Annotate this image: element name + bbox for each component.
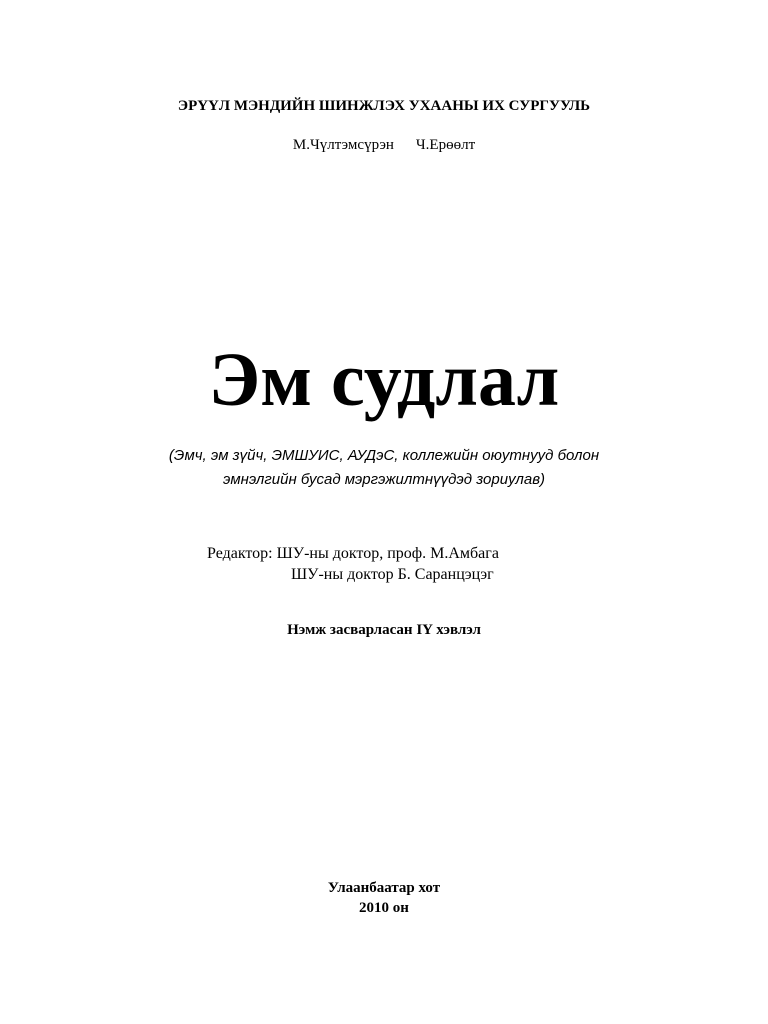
authors: [0, 137, 768, 154]
subtitle-line-1: (Эмч, эм зүйч, ЭМШУИС, АУДэС, коллежийн оюутнууд болон: [168, 447, 600, 464]
edition-note: Нэмж засварласан IY хэвлэл: [287, 622, 481, 638]
editor-line-1: Редактор: ШУ-ны доктор, проф. М.Амбага: [207, 545, 499, 562]
book-title: Эм судлал: [208, 338, 560, 422]
editor-line-2: ШУ-ны доктор Б. Саранцэцэг: [291, 566, 494, 583]
publication-city: Улаанбаатар хот: [327, 880, 441, 896]
author-1: М.Чүлтэмсүрэн: [292, 137, 394, 153]
publication-year: 2010 он: [359, 900, 409, 916]
subtitle-line-2: эмнэлгийн бусад мэргэжилтнүүдэд зориулав): [222, 471, 546, 488]
author-2: Ч.Ерөөлт: [415, 137, 476, 153]
university-name: ЭРҮҮЛ МЭНДИЙН ШИНЖЛЭХ УХААНЫ ИХ СУРГУУЛЬ: [177, 98, 591, 114]
